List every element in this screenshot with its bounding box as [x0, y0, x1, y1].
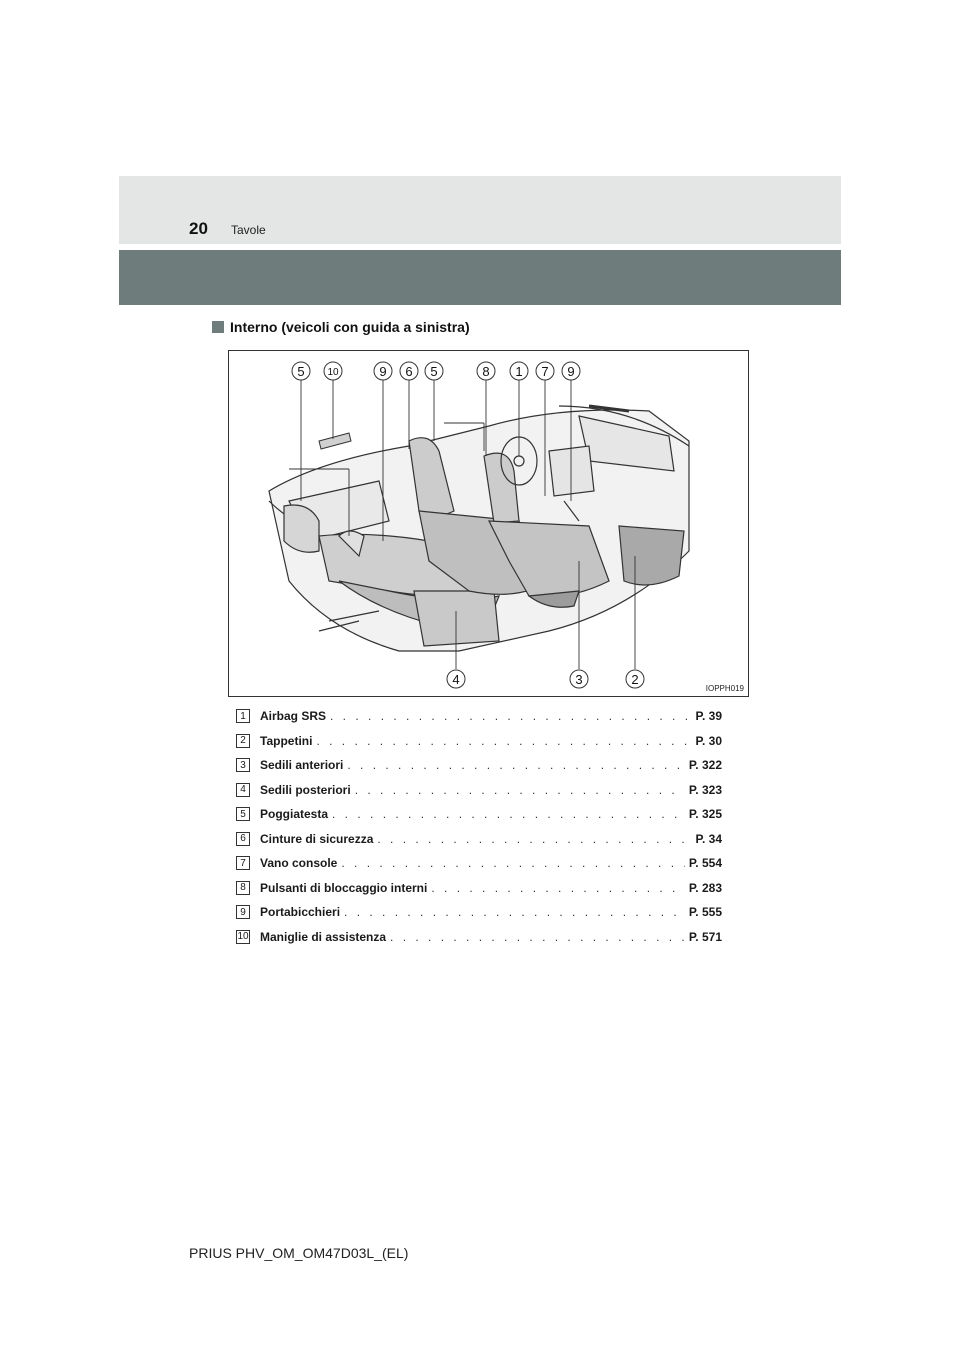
legend-item — [236, 704, 722, 729]
callout-number: 8 — [236, 881, 250, 895]
svg-text:7: 7 — [541, 364, 549, 379]
legend-label: Pulsanti di bloccaggio interni — [260, 880, 428, 895]
heading-text: Interno (veicoli con guida a sinistra) — [230, 319, 470, 335]
legend-label: Tappetini — [260, 733, 313, 748]
leader-dots — [332, 807, 685, 821]
legend-item — [236, 753, 722, 778]
figure-code: IOPPH019 — [705, 684, 744, 693]
svg-text:2: 2 — [631, 672, 639, 687]
legend-item — [236, 876, 722, 901]
legend-label: Cinture di sicurezza — [260, 831, 374, 846]
leader-dots — [347, 758, 684, 772]
section-heading — [212, 319, 470, 335]
legend-item — [236, 802, 722, 827]
page-reference: P. 323 — [688, 782, 722, 797]
legend-label: Airbag SRS — [260, 709, 327, 724]
section-title: Tavole — [231, 223, 266, 237]
leader-dots — [390, 930, 685, 944]
svg-text:10: 10 — [327, 367, 339, 378]
footer-model-code: PRIUS PHV_OM_OM47D03L_(EL) — [189, 1245, 409, 1261]
page-number: 20 — [189, 219, 208, 238]
car-interior-drawing — [229, 351, 748, 696]
heading-square-icon — [212, 321, 224, 333]
callout-number: 5 — [236, 807, 250, 821]
svg-text:9: 9 — [567, 364, 575, 379]
svg-text:5: 5 — [430, 364, 438, 379]
svg-text:4: 4 — [452, 672, 460, 687]
callout-number: 4 — [236, 783, 250, 797]
page-reference: P. 30 — [695, 733, 722, 748]
callout-number: 6 — [236, 832, 250, 846]
callout-number: 7 — [236, 856, 250, 870]
page-reference: P. 325 — [688, 807, 722, 822]
page-reference: P. 322 — [688, 758, 722, 773]
leader-dots — [316, 734, 691, 748]
legend-label: Vano console — [260, 856, 338, 871]
callout-number: 10 — [237, 931, 249, 943]
leader-dots — [344, 905, 685, 919]
page-reference: P. 571 — [688, 929, 722, 944]
svg-text:3: 3 — [575, 672, 583, 687]
header-band — [119, 250, 841, 305]
leader-dots — [355, 783, 685, 797]
leader-dots — [341, 856, 684, 870]
legend-item — [236, 729, 722, 754]
legend-label: Sedili posteriori — [260, 782, 351, 797]
svg-text:1: 1 — [515, 364, 523, 379]
page-reference: P. 555 — [688, 905, 722, 920]
page-reference: P. 554 — [688, 856, 722, 871]
legend-item — [236, 827, 722, 852]
callout-number: 9 — [236, 905, 250, 919]
legend-item — [236, 851, 722, 876]
interior-illustration — [228, 350, 749, 697]
svg-text:5: 5 — [297, 364, 305, 379]
svg-text:9: 9 — [379, 364, 387, 379]
legend-list — [236, 704, 722, 949]
svg-text:6: 6 — [405, 364, 413, 379]
page-reference: P. 39 — [695, 709, 722, 724]
legend-label: Maniglie di assistenza — [260, 929, 387, 944]
callout-number: 3 — [236, 758, 250, 772]
page-reference: P. 34 — [695, 831, 722, 846]
leader-dots — [431, 881, 684, 895]
legend-item — [236, 900, 722, 925]
leader-dots — [377, 832, 691, 846]
svg-text:8: 8 — [482, 364, 490, 379]
callout-number: 2 — [236, 734, 250, 748]
header-top-bar — [119, 176, 841, 244]
legend-label: Portabicchieri — [260, 905, 341, 920]
legend-label: Poggiatesta — [260, 807, 329, 822]
legend-item — [236, 778, 722, 803]
legend-label: Sedili anteriori — [260, 758, 344, 773]
leader-dots — [330, 709, 692, 723]
callout-number: 1 — [236, 709, 250, 723]
page-reference: P. 283 — [688, 880, 722, 895]
legend-item — [236, 925, 722, 950]
